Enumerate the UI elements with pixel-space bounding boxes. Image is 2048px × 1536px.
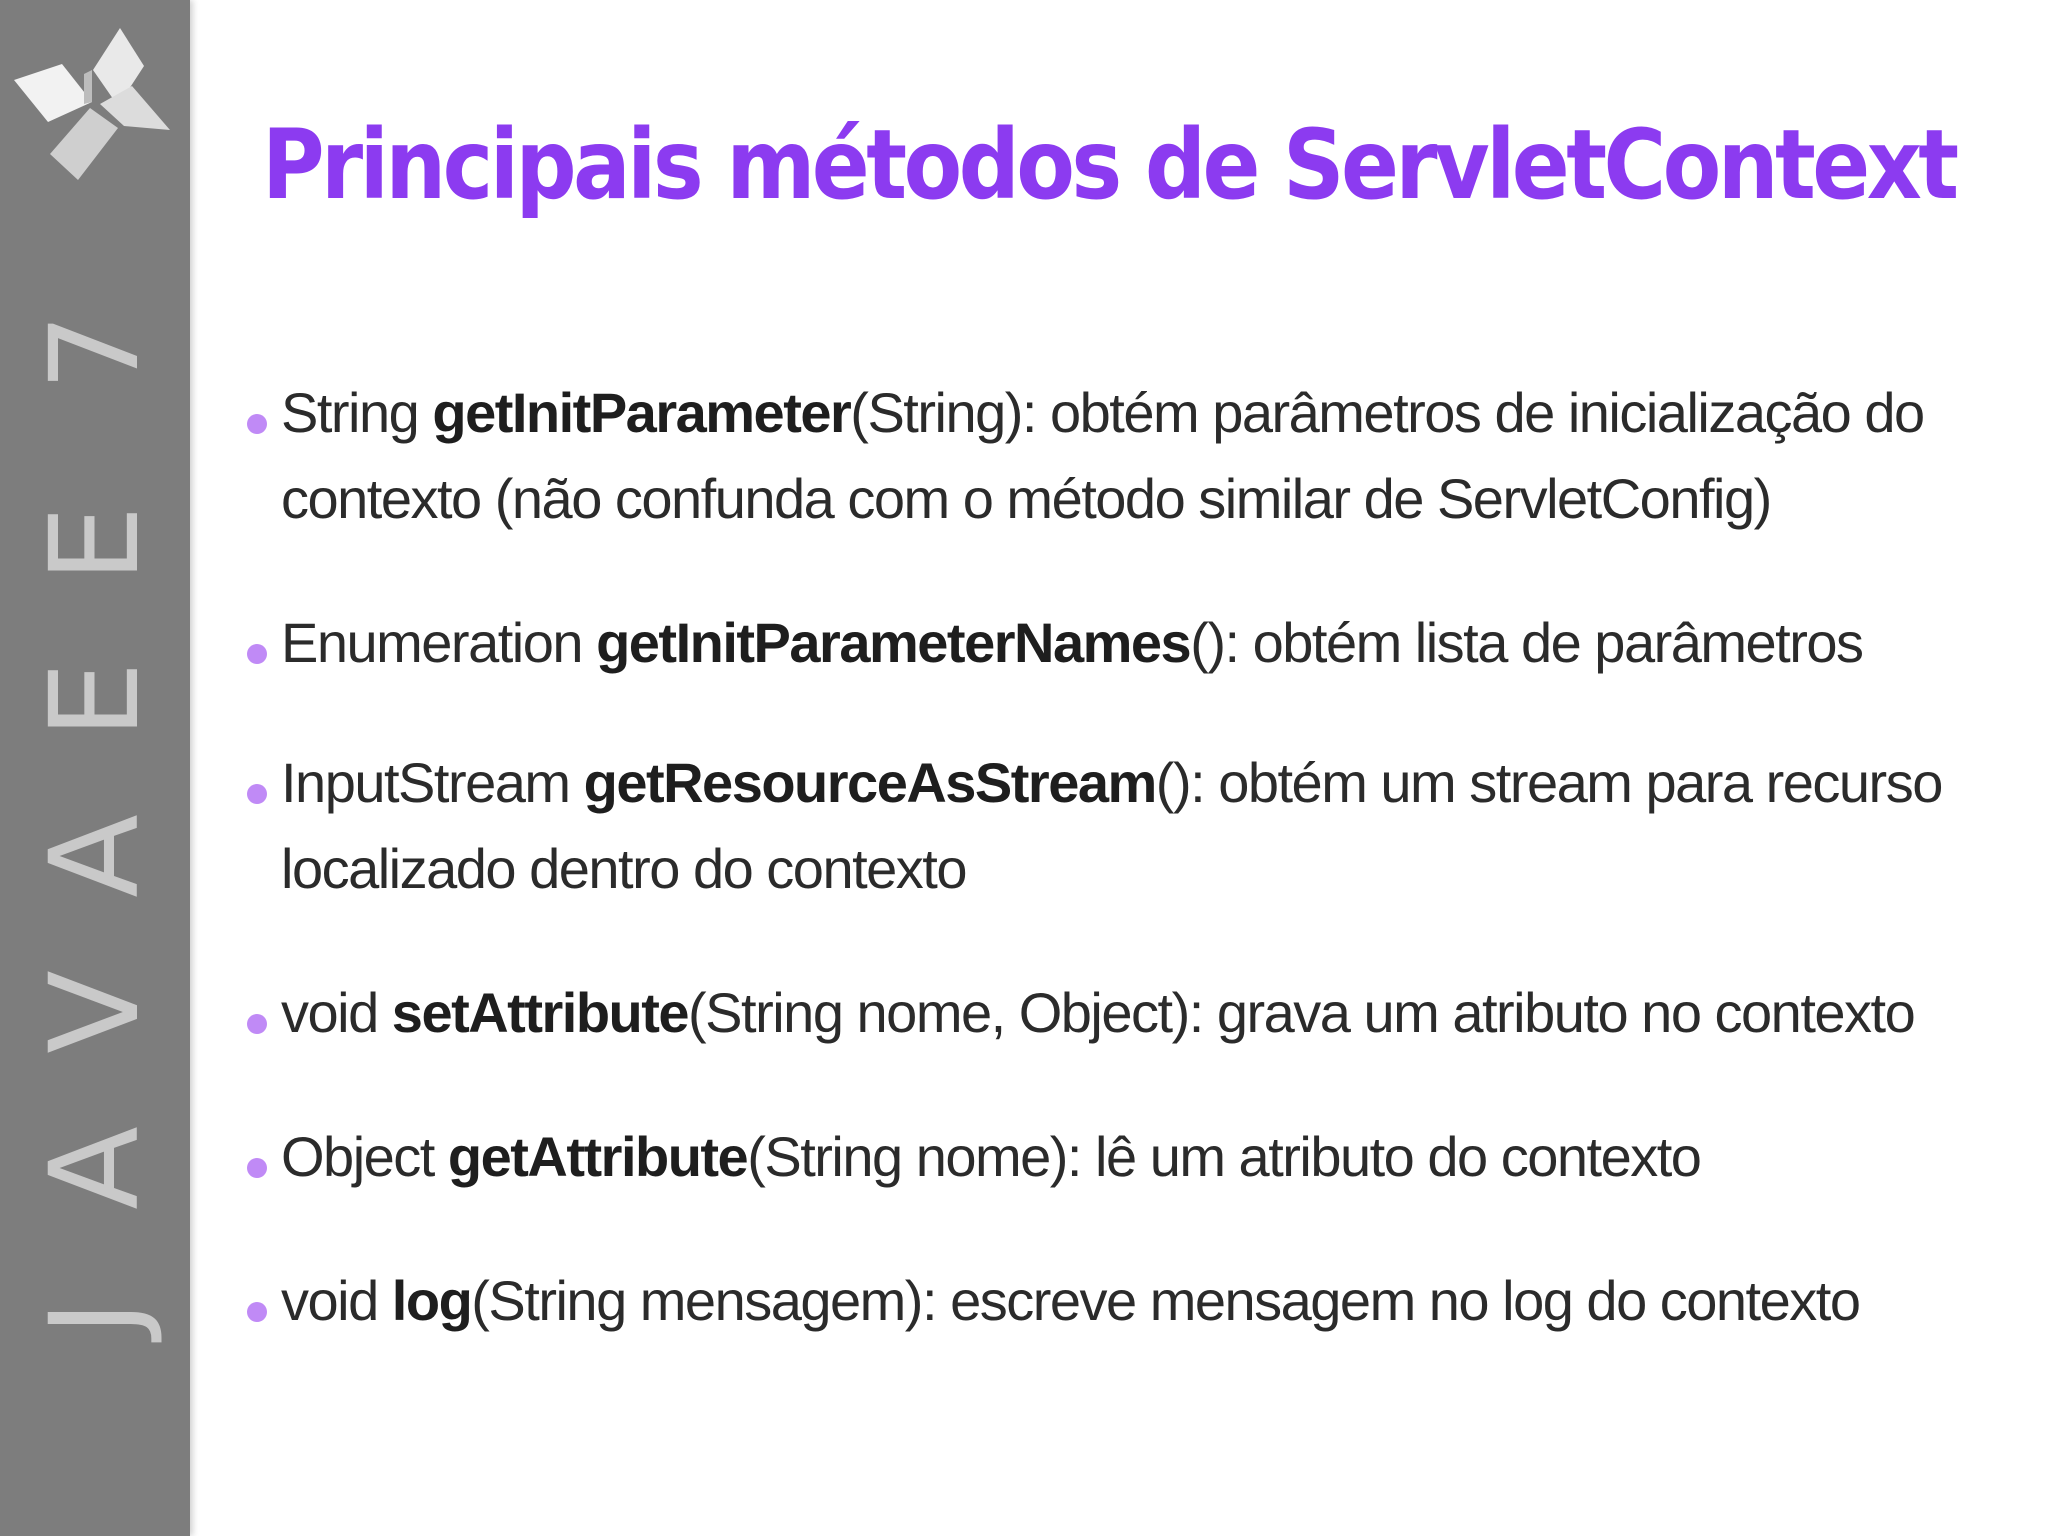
method-name: log — [391, 1269, 472, 1332]
sidebar — [0, 0, 190, 1536]
bullet-dot-icon — [247, 644, 267, 664]
java-ee-logo-icon — [8, 18, 178, 188]
method-description: (String mensagem): escreve mensagem no log do contexto — [471, 1269, 1860, 1332]
method-name: setAttribute — [391, 981, 689, 1044]
method-description: (String): obtém parâmetros de inicialização do contexto (não confunda com o método similar de ServletConfig) — [281, 381, 1924, 530]
bullet-dot-icon — [247, 1014, 267, 1034]
method-name: getInitParameterNames — [596, 611, 1191, 674]
return-type: String — [281, 381, 433, 444]
return-type: InputStream — [281, 751, 584, 814]
list-item — [243, 1258, 2003, 1344]
bullet-dot-icon — [247, 1158, 267, 1178]
method-name: getInitParameter — [432, 381, 851, 444]
method-description: (): obtém um stream para recurso localizado dentro do contexto — [281, 751, 1942, 900]
return-type: void — [281, 981, 392, 1044]
return-type: Enumeration — [281, 611, 597, 674]
method-description: (String nome): lê um atributo do contexto — [747, 1125, 1701, 1188]
list-item — [243, 1114, 2003, 1200]
list-item — [243, 370, 2003, 542]
list-item — [243, 970, 2003, 1056]
list-item — [243, 600, 2003, 686]
return-type: void — [281, 1269, 392, 1332]
method-list — [243, 370, 2003, 1344]
slide-title: Principais métodos de ServletContext — [262, 109, 1956, 221]
return-type: Object — [281, 1125, 448, 1188]
list-item — [243, 740, 2003, 912]
method-name: getAttribute — [447, 1125, 748, 1188]
vertical-brand-text: J A V A E E 7 — [24, 313, 166, 1336]
method-description: (String nome, Object): grava um atributo no contexto — [688, 981, 1915, 1044]
method-description: (): obtém lista de parâmetros — [1190, 611, 1863, 674]
bullet-dot-icon — [247, 414, 267, 434]
bullet-dot-icon — [247, 784, 267, 804]
method-name: getResourceAsStream — [583, 751, 1156, 814]
bullet-dot-icon — [247, 1302, 267, 1322]
